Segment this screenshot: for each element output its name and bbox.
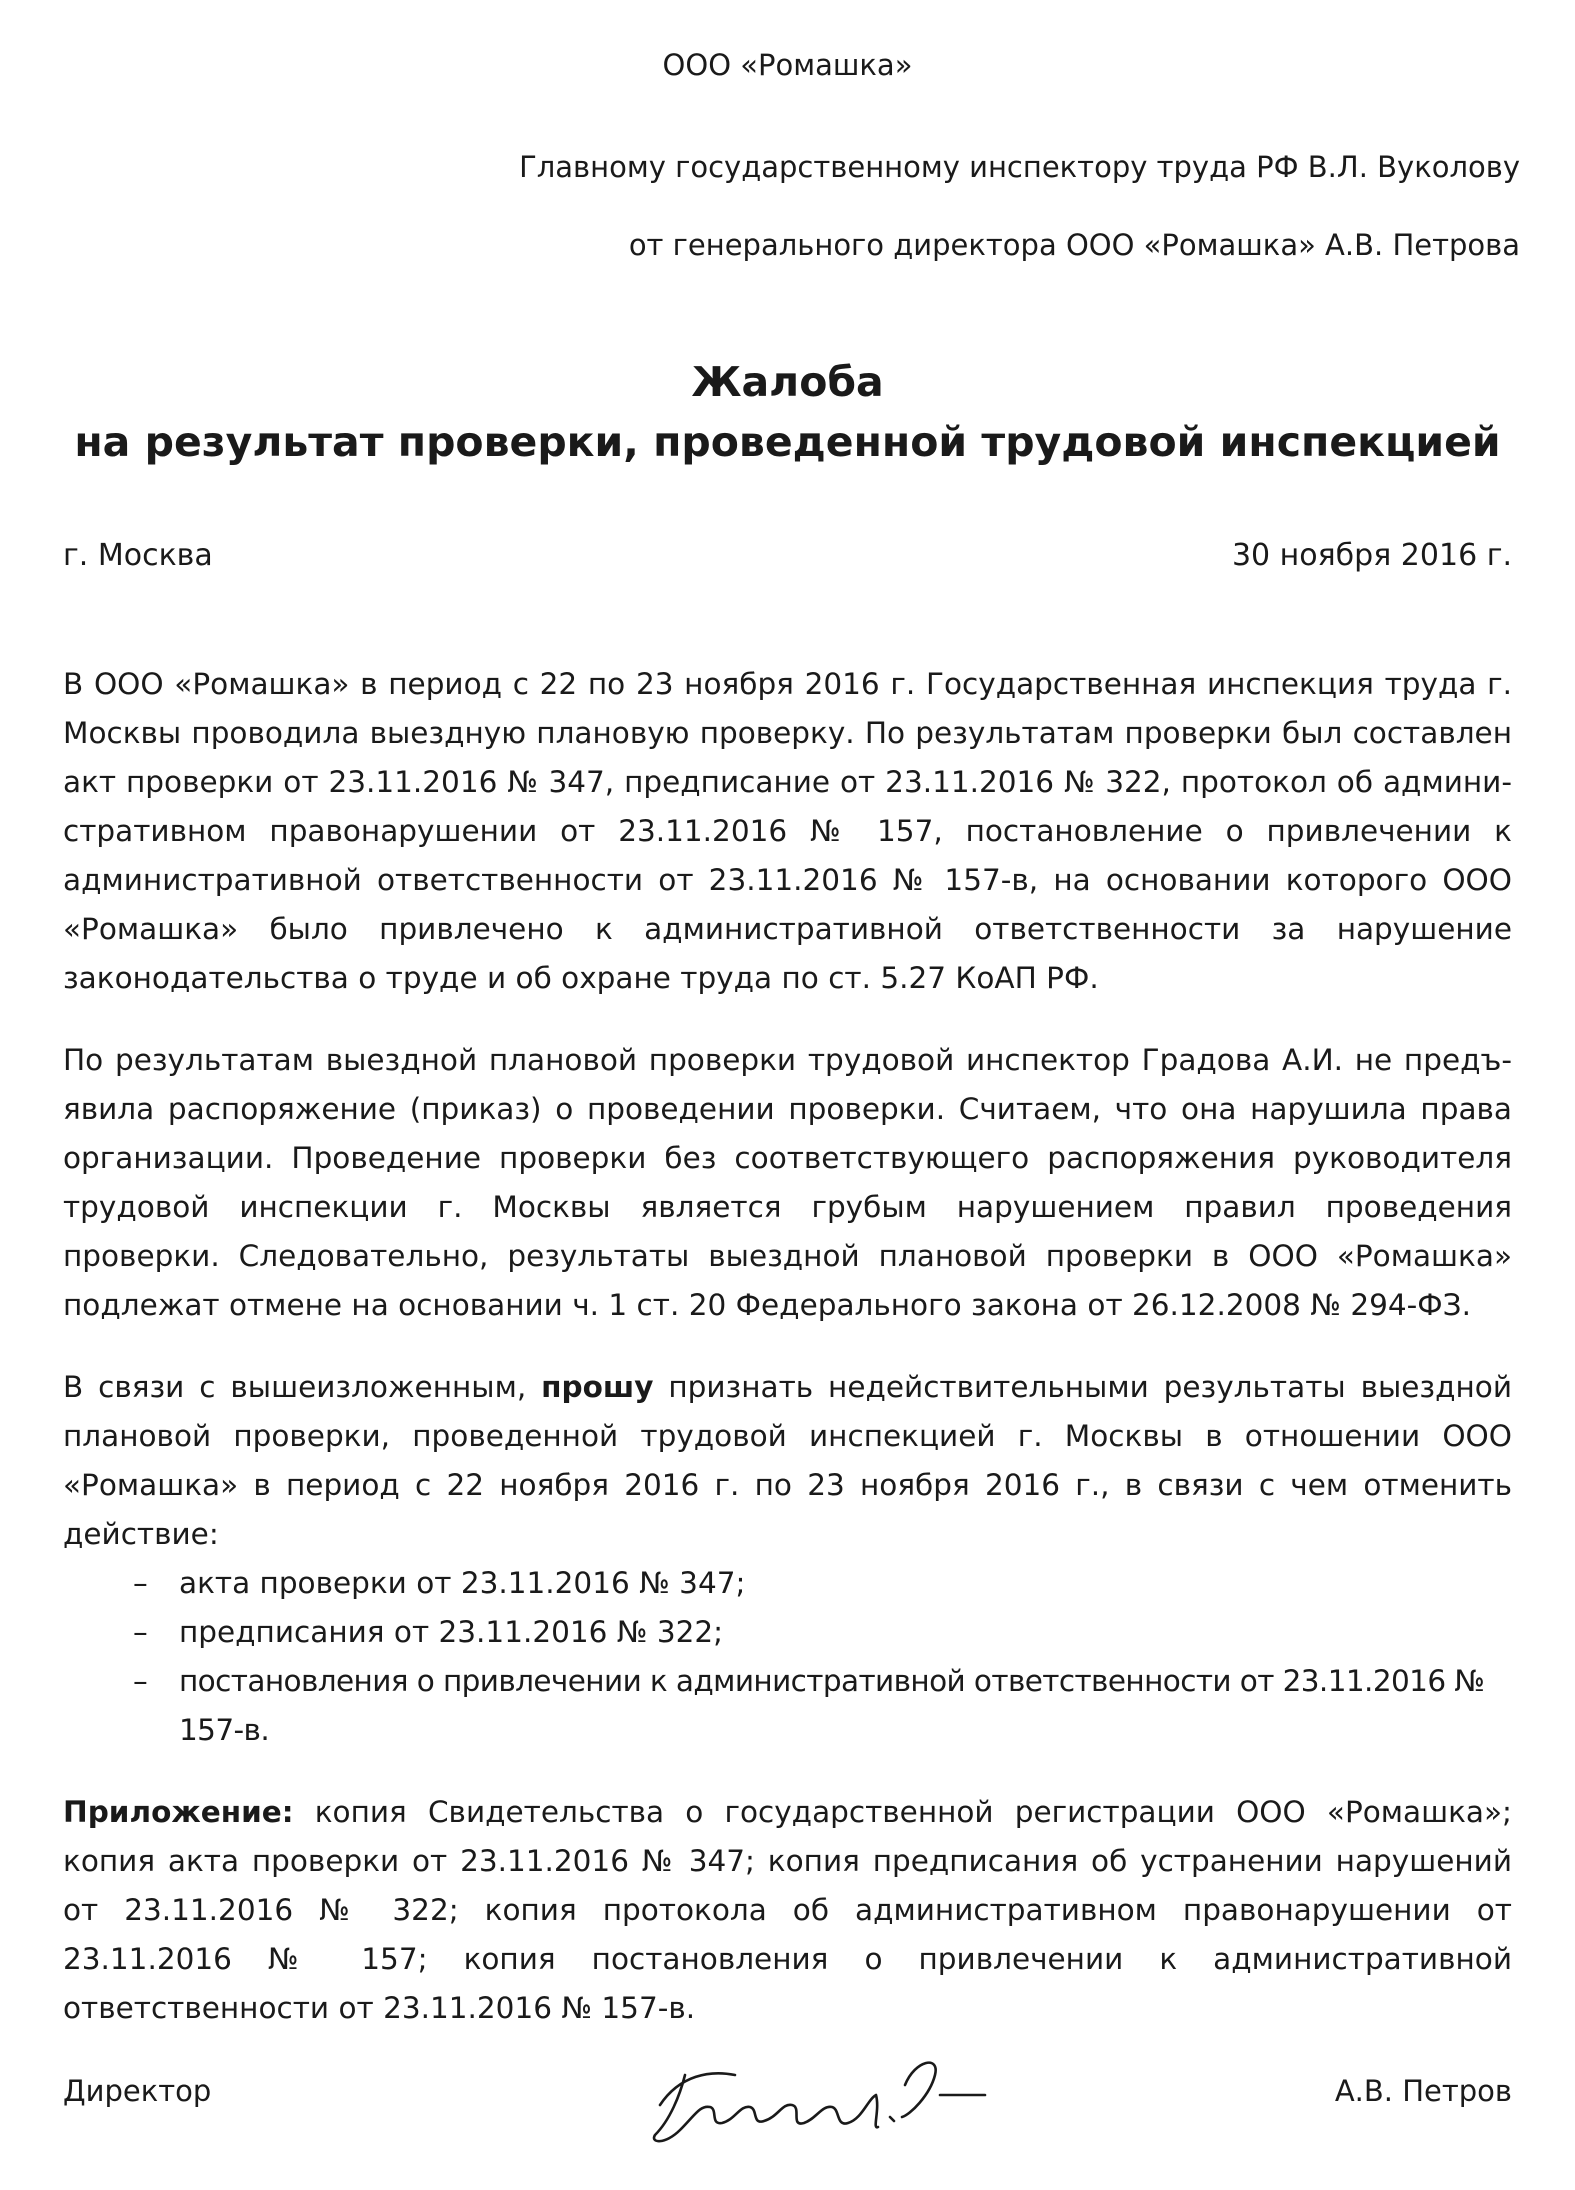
list-dash: – — [133, 1566, 148, 1600]
paragraph-attachment — [63, 1788, 1512, 2033]
signature-name: А.В. Петров — [1334, 2074, 1512, 2108]
cancel-list — [63, 1559, 1512, 1755]
organization-name: ООО «Ромашка» — [662, 48, 913, 82]
paragraph-violation: По результатам выездной плановой проверки трудовой инспектор Градова А.И. не предъявила распоряжение (приказ) о проведении проверки. Считаем, что она нарушила права организации. Проведение проверки без соответствующего распоряжения руководителя трудовой инспекции г. Москвы является грубым нарушением правил проведения проверки. Следовательно, результаты выездной плановой проверки в ООО «Ромашка» подлежат отмене на основании ч. 1 ст. 20 Федерального закона от 26.12.2008 № 294-ФЗ. — [63, 1043, 1512, 1322]
list-dash: – — [133, 1615, 148, 1649]
sender: от генерального директора ООО «Ромашка» А.В. Петрова — [628, 228, 1520, 262]
list-item-text: предписания от 23.11.2016 № 322; — [179, 1615, 724, 1649]
request-bold: прошу — [541, 1370, 654, 1404]
document-subtitle: на результат проверки, проведенной трудовой инспекцией — [74, 418, 1501, 466]
list-item-text: постановления о привлечении к административной ответственности от 23.11.2016 № 157-в. — [179, 1664, 1485, 1747]
signature-role: Директор — [63, 2074, 212, 2108]
paragraph-request — [63, 1363, 1512, 1559]
list-item — [63, 1657, 1512, 1755]
paragraph-inspection: В ООО «Ромашка» в период с 22 по 23 ноября 2016 г. Государственная инспекция труда г. Москвы проводила выездную плановую проверку. По результатам проверки был составлен акт проверки от 23.11.2016 № 347, предписание от 23.11.2016 № 322, протокол об административном правонарушении от 23.11.2016 № 157, постановление о привлечении к административной ответственности от 23.11.2016 № 157-в, на основании которого ООО «Ромашка» было привлечено к административной ответственности за нарушение законодательства о труде и об охране труда по ст. 5.27 КоАП РФ. — [63, 667, 1512, 995]
request-prefix: В связи с вышеизложенным, — [63, 1370, 542, 1404]
handwritten-signature — [640, 2035, 1020, 2155]
attachment-text: копия Свидетельства о государственной регистрации ООО «Ромашка»; копия акта проверки от 23.11.2016 № 347; копия предписания об устранении нарушений от 23.11.2016 № 322; копия протокола об административном правонарушении от 23.11.2016 № 157; копия постановления о привлечении к административной ответственности от 23.11.2016 № 157-в. — [63, 1795, 1512, 2025]
attachment-label: Приложение: — [63, 1795, 294, 1829]
document-date: 30 ноября 2016 г. — [1231, 538, 1512, 573]
list-dash: – — [133, 1664, 148, 1698]
request-rest: признать недействительными результаты выездной плановой проверки, проведенной трудовой инспекцией г. Москвы в отношении ООО «Ромашка» в период с 22 ноября 2016 г. по 23 ноября 2016 г., в связи с чем отменить действие: — [63, 1370, 1512, 1551]
document-title: Жалоба — [691, 358, 884, 406]
addressee: Главному государственному инспектору труда РФ В.Л. Вуколову — [519, 150, 1520, 184]
list-item — [63, 1559, 1512, 1608]
document-body — [63, 660, 1512, 2066]
list-item-text: акта проверки от 23.11.2016 № 347; — [179, 1566, 746, 1600]
list-item — [63, 1608, 1512, 1657]
document-place: г. Москва — [63, 538, 213, 573]
